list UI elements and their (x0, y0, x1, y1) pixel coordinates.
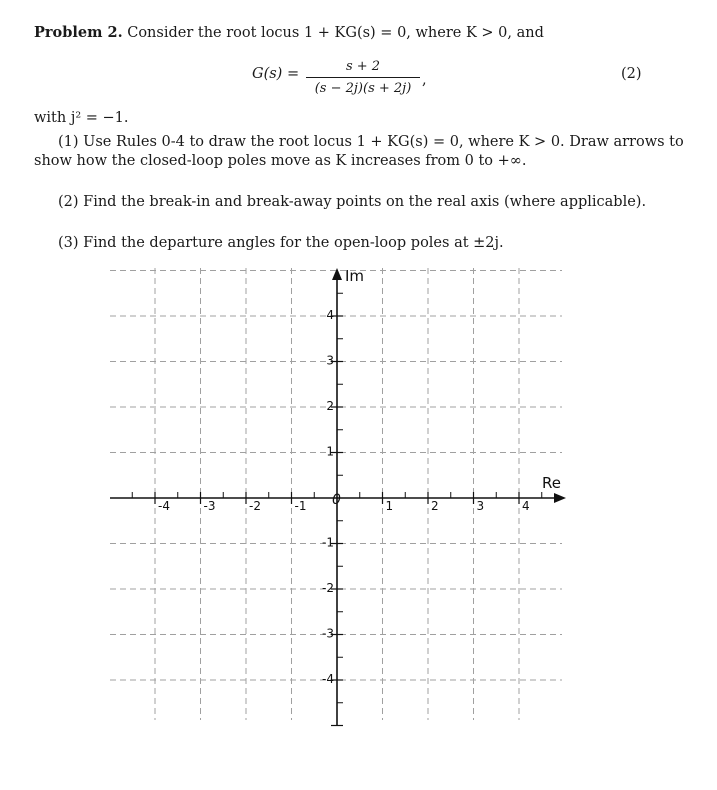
y-tick-label: 1 (326, 444, 334, 459)
equation-lhs: G(s) = (252, 66, 300, 82)
x-tick-label: 3 (476, 499, 485, 513)
y-tick-label: -3 (322, 626, 334, 641)
x-tick-label: -1 (294, 499, 307, 513)
x-tick-label: -4 (158, 499, 170, 513)
y-tick-label: -4 (322, 672, 334, 686)
real-axis-label: Re (542, 474, 561, 492)
equation-numerator: s + 2 (345, 59, 381, 74)
equation-denominator: (s − 2j)(s + 2j) (314, 81, 412, 96)
x-tick-label: -3 (203, 499, 216, 513)
part1-line1: (1) Use Rules 0-4 to draw the root locus 1 + KG(s) = 0, where K > 0. Draw arrows to (58, 134, 684, 150)
problem-label: Problem 2. (34, 24, 123, 41)
origin-label: 0 (332, 492, 341, 508)
equation-number: (2) (621, 66, 642, 82)
y-tick-label: 2 (326, 399, 334, 413)
equation-comma: , (422, 72, 427, 88)
x-tick-label: -2 (249, 499, 261, 513)
real-axis-arrow (554, 493, 566, 503)
x-tick-label: 2 (431, 499, 439, 513)
imaginary-axis-arrow (332, 268, 342, 280)
x-tick-label: 1 (385, 499, 394, 513)
part1-line2: show how the closed-loop poles move as K increases from 0 to +∞. (34, 153, 527, 169)
with-line: with j² = −1. (34, 110, 129, 126)
imaginary-axis-label: Im (345, 267, 365, 285)
part2-text: (2) Find the break-in and break-away points on the real axis (where applicable). (58, 194, 647, 210)
part3-text: (3) Find the departure angles for the open-loop poles at ±2j. (58, 235, 504, 251)
x-tick-label: 4 (522, 499, 530, 513)
y-tick-label: -1 (322, 535, 334, 550)
y-tick-label: 4 (326, 308, 334, 322)
y-tick-label: -2 (322, 581, 334, 595)
problem-intro: Consider the root locus 1 + KG(s) = 0, where K > 0, and (127, 25, 544, 41)
y-tick-label: 3 (326, 353, 334, 368)
axis-labels (158, 267, 561, 686)
